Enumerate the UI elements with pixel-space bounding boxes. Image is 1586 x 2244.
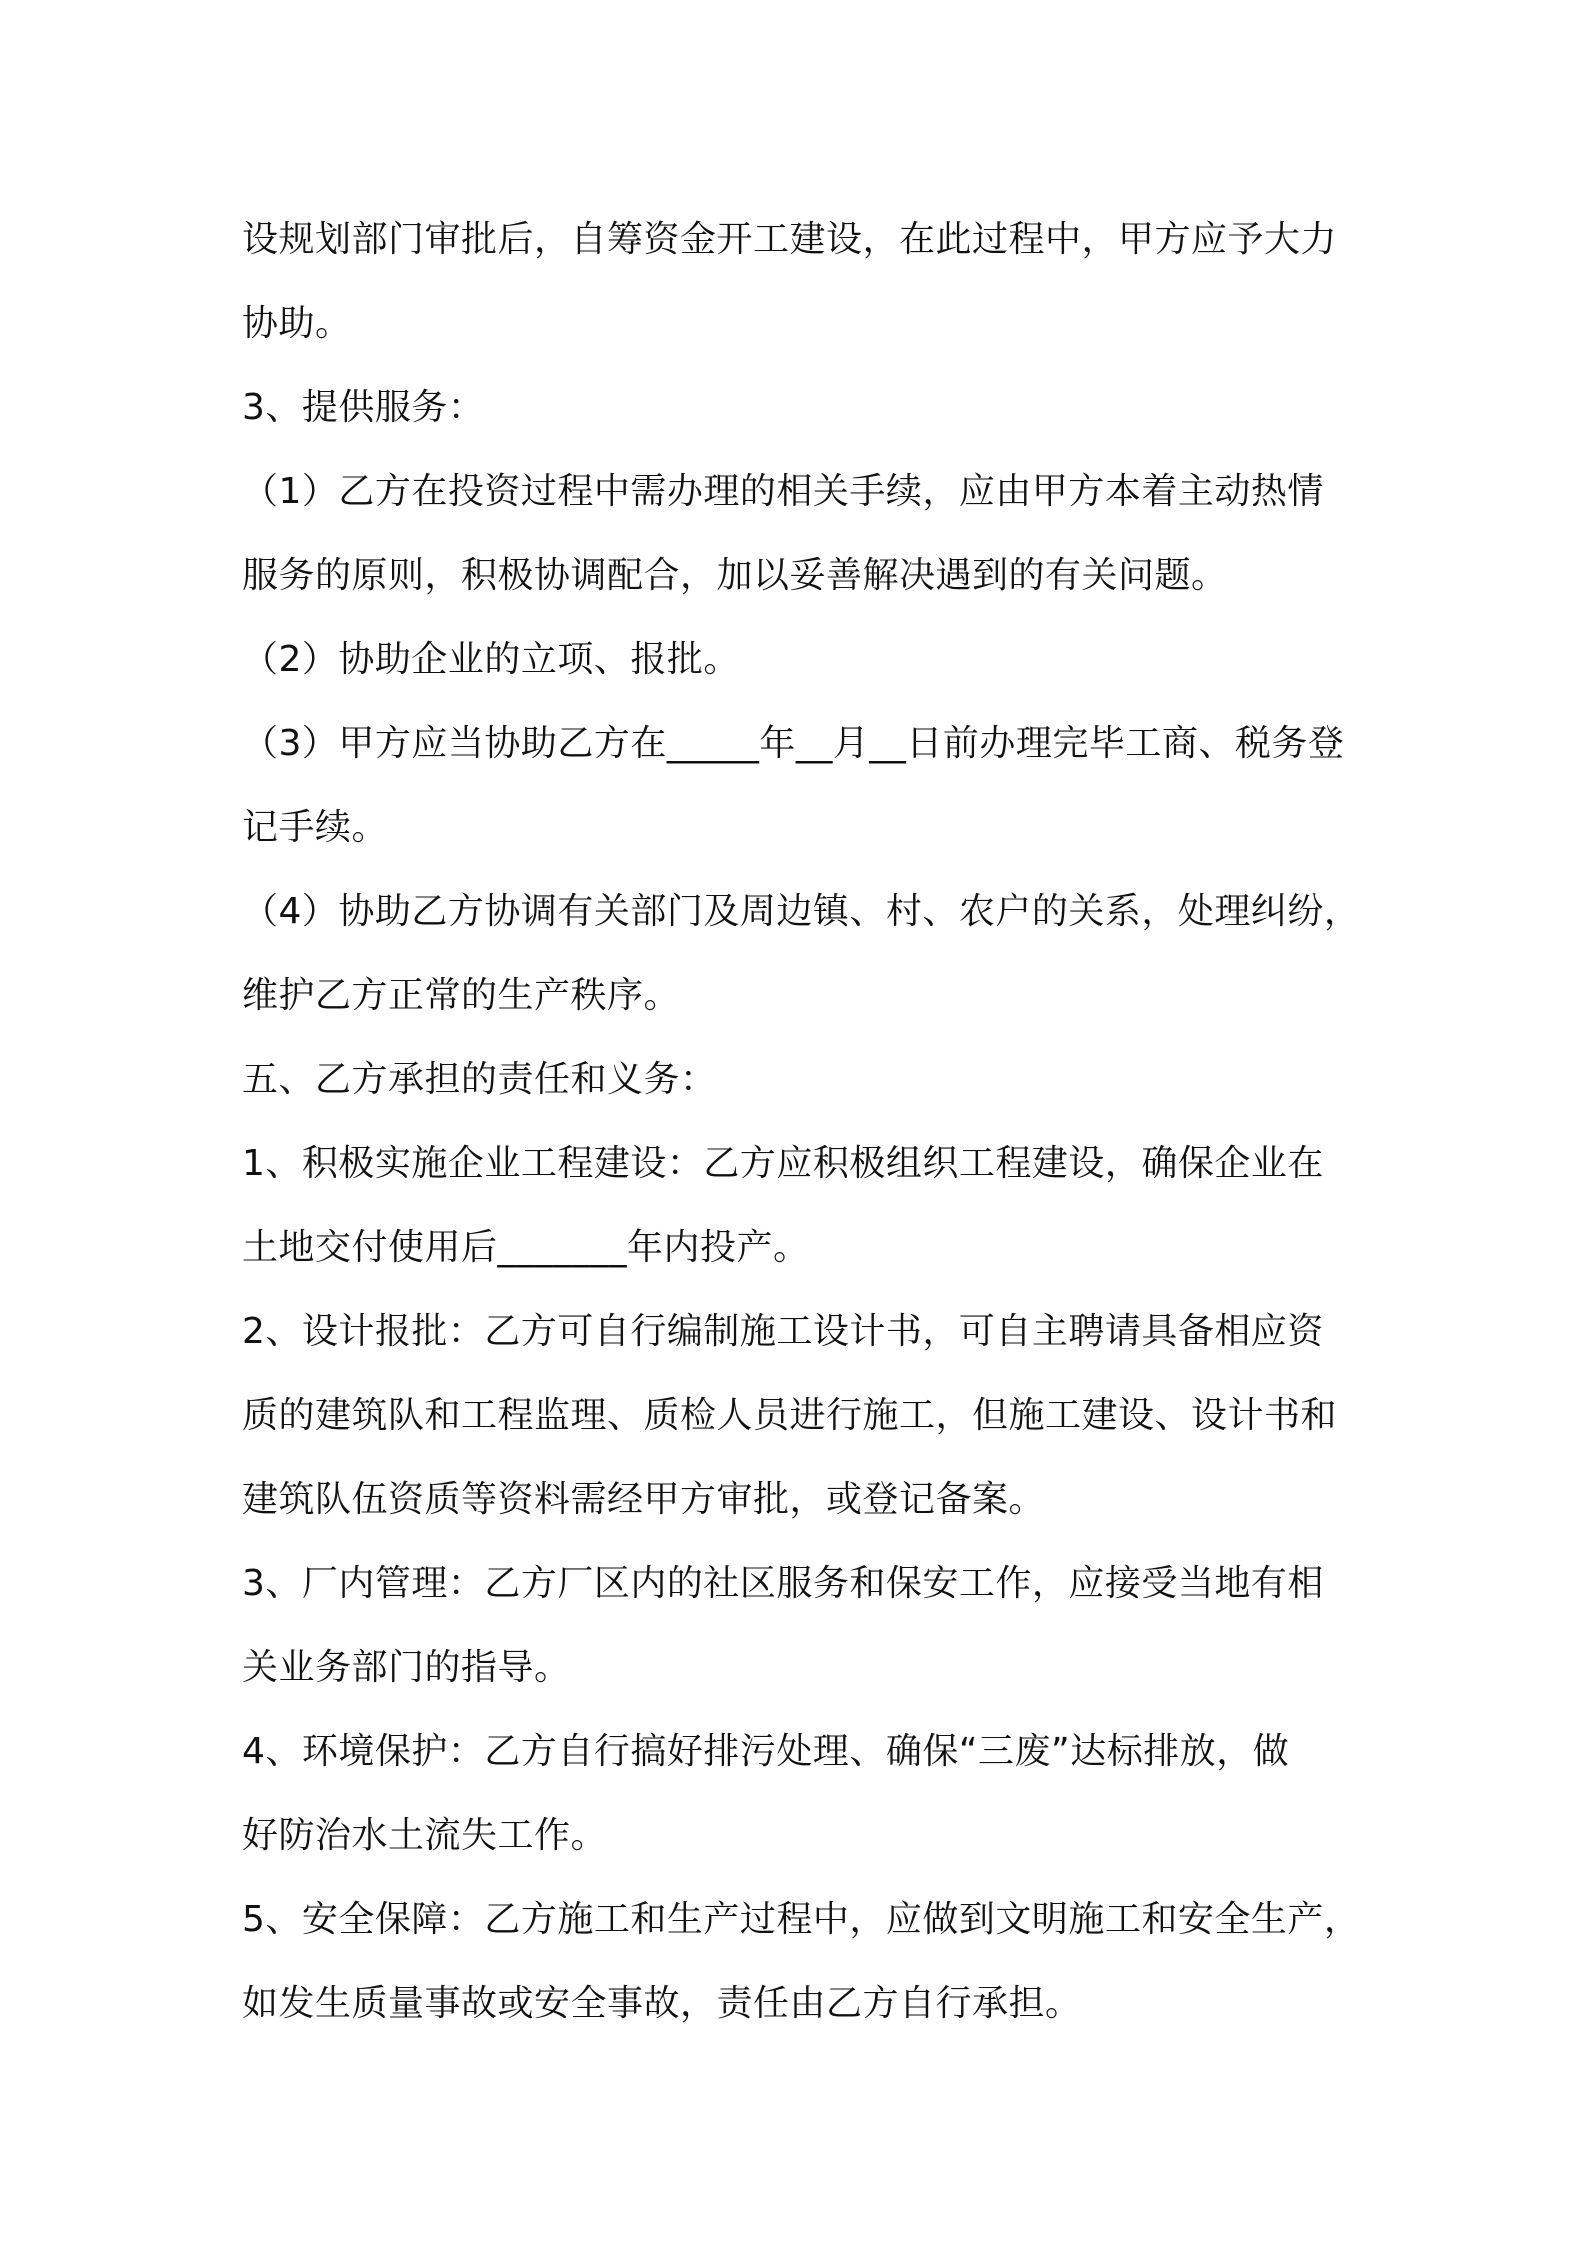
text-line: 4、环境保护：乙方自行搞好排污处理、确保“三废”达标排放，做 [242, 1731, 1290, 1772]
text-line: 2、设计报批：乙方可自行编制施工设计书，可自主聘请具备相应资 [242, 1311, 1324, 1352]
text-line: 1、积极实施企业工程建设：乙方应积极组织工程建设，确保企业在 [242, 1143, 1324, 1184]
text-line: 关业务部门的指导。 [242, 1647, 571, 1688]
text-line: （3）甲方应当协助乙方在_____年__月__日前办理完毕工商、税务登 [242, 723, 1345, 764]
text-line: 土地交付使用后_______年内投产。 [242, 1227, 810, 1268]
text-line: 3、厂内管理：乙方厂区内的社区服务和保安工作，应接受当地有相 [242, 1563, 1324, 1604]
text-line: 设规划部门审批后，自筹资金开工建设，在此过程中，甲方应予大力 [242, 219, 1338, 260]
section-heading: 五、乙方承担的责任和义务： [242, 1059, 717, 1100]
text-line: 如发生质量事故或安全事故，责任由乙方自行承担。 [242, 1983, 1082, 2024]
text-line: 好防治水土流失工作。 [242, 1815, 608, 1856]
text-line: 协助。 [242, 303, 352, 344]
text-line: （2）协助企业的立项、报批。 [242, 639, 740, 680]
text-line: 建筑队伍资质等资料需经甲方审批，或登记备案。 [242, 1479, 1046, 1520]
text-line: 维护乙方正常的生产秩序。 [242, 975, 681, 1016]
text-line: （1）乙方在投资过程中需办理的相关手续，应由甲方本着主动热情 [242, 471, 1324, 512]
text-line: （4）协助乙方协调有关部门及周边镇、村、农户的关系，处理纠纷， [242, 891, 1361, 932]
text-line: 服务的原则，积极协调配合，加以妥善解决遇到的有关问题。 [242, 555, 1228, 596]
text-line: 记手续。 [242, 807, 389, 848]
document-body [242, 198, 1362, 2046]
text-line: 质的建筑队和工程监理、质检人员进行施工，但施工建设、设计书和 [242, 1395, 1338, 1436]
section-heading: 3、提供服务： [242, 387, 485, 428]
text-line: 5、安全保障：乙方施工和生产过程中，应做到文明施工和安全生产， [242, 1899, 1361, 1940]
